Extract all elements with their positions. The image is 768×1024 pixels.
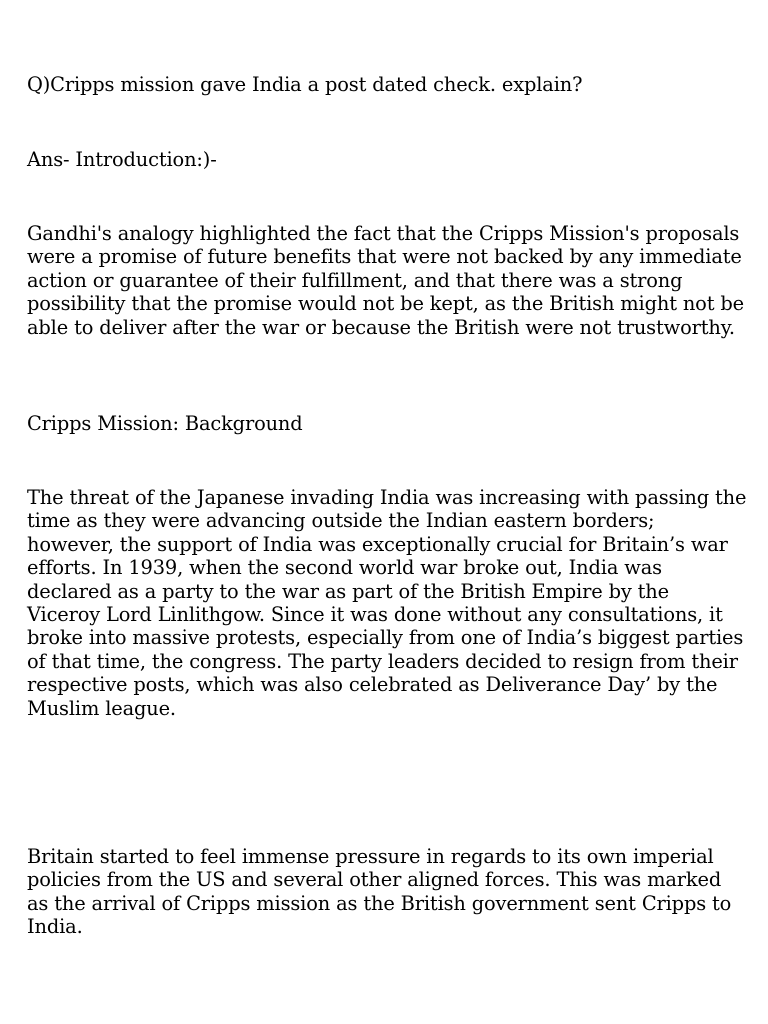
- cripps-arrival-paragraph: Britain started to feel immense pressure in regards to its own imperial policies from the US and several other aligned forces. This was marked as the arrival of Cripps mission as the British government sent Cripps to India.: [27, 845, 732, 939]
- question-line: Q)Cripps mission gave India a post dated check. explain?: [27, 73, 583, 96]
- introduction-paragraph: Gandhi's analogy highlighted the fact that the Cripps Mission's proposals were a promise of future benefits that were not backed by any immediate action or guarantee of their fulfillment, and that there was a strong possibility that the promise would not be kept, as the British might not be able to deliver after the war or because the British were not trustworthy.: [27, 222, 744, 339]
- background-heading: Cripps Mission: Background: [27, 412, 303, 435]
- introduction-heading: Ans- Introduction:)-: [27, 148, 217, 171]
- background-paragraph: The threat of the Japanese invading India was increasing with passing the time as they were advancing outside the Indian eastern borders; however, the support of India was exceptionally crucial for Britain’s war efforts. In 1939, when the second world war broke out, India was declared as a party to the war as part of the British Empire by the Viceroy Lord Linlithgow. Since it was done without any consultations, it broke into massive protests, especially from one of India’s biggest parties of that time, the congress. The party leaders decided to resign from their respective posts, which was also celebrated as Deliverance Day’ by the Muslim league.: [27, 486, 747, 720]
